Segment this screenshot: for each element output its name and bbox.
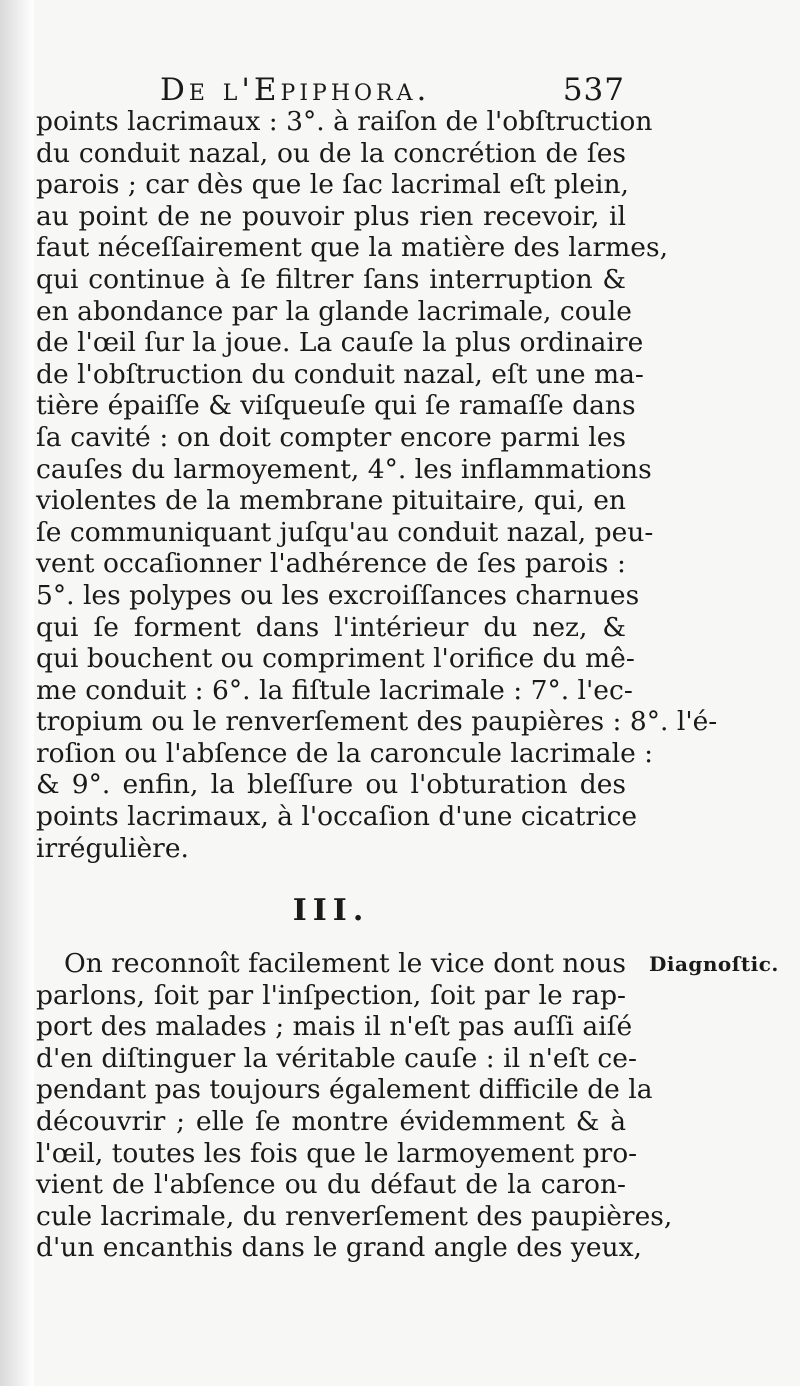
margin-note: Diagnoſtic. [649, 952, 779, 976]
text-line: vient de l'abſence ou du défaut de la caron- [36, 1169, 626, 1201]
paragraph-1 [36, 106, 718, 864]
text-line: & 9°. enfin, la bleſſure ou l'obturation des [36, 769, 626, 801]
text-line: points lacrimaux, à l'occaſion d'une cicatrice [36, 801, 638, 833]
section-heading: III. [292, 893, 370, 928]
page-edge [0, 0, 34, 1386]
text-line: On reconnoît facilement le vice dont nous [64, 948, 626, 979]
text-line: tière épaiſſe & viſqueuſe qui ſe ramaſſe dans [36, 390, 636, 422]
text-line: points lacrimaux : 3°. à raiſon de l'obſtruction [36, 106, 653, 137]
text-line: du conduit nazal, ou de la concrétion de ſes [36, 137, 626, 169]
text-line: faut néceſſairement que la matière des larmes, [36, 232, 669, 264]
text-line: en abondance par la glande lacrimale, coule [36, 295, 632, 327]
running-title: De l'Epiphora. [160, 72, 431, 108]
text-line: parois ; car dès que le ſac lacrimal eſt plein, [36, 169, 629, 201]
text-line: pendant pas toujours également difficile de la [36, 1074, 653, 1106]
paragraph-2 [36, 948, 673, 1264]
text-line: l'œil, toutes les fois que le larmoyement pro- [36, 1137, 638, 1169]
text-line: cauſes du larmoyement, 4°. les inflammations [36, 453, 652, 485]
text-line: ſe communiquant juſqu'au conduit nazal, peu- [36, 516, 654, 548]
text-line: qui continue à ſe filtrer ſans interruption & [36, 263, 626, 295]
text-line: tropium ou le renverſement des paupières : 8°. l'é- [36, 706, 718, 738]
text-line: d'un encanthis dans le grand angle des yeux, [36, 1232, 642, 1264]
text-line: de l'obſtruction du conduit nazal, eſt une ma- [36, 358, 644, 390]
text-line: qui ſe forment dans l'intérieur du nez, & [36, 611, 626, 643]
text-line: 5°. les polypes ou les excroiſſances charnues [36, 579, 640, 611]
text-line: irrégulière. [36, 832, 189, 864]
text-line: parlons, ſoit par l'inſpection, ſoit par le rap- [36, 979, 626, 1011]
text-line: d'en diſtinguer la véritable cauſe : il n'eſt ce- [36, 1042, 637, 1074]
page-number: 537 [562, 72, 625, 108]
text-line: ſa cavité : on doit compter encore parmi les [36, 421, 626, 453]
text-line: vent occaſionner l'adhérence de ſes parois : [36, 548, 626, 580]
text-line: violentes de la membrane pituitaire, qui, en [36, 485, 626, 517]
text-line: cule lacrimale, du renverſement des paupières, [36, 1200, 673, 1232]
text-line: au point de ne pouvoir plus rien recevoir, il [36, 200, 626, 232]
text-line: découvrir ; elle ſe montre évidemment & à [36, 1105, 626, 1137]
text-line: me conduit : 6°. la fiſtule lacrimale : 7°. l'ec- [36, 674, 633, 706]
text-line: de l'œil ſur la joue. La cauſe la plus ordinaire [36, 327, 644, 359]
text-line: port des malades ; mais il n'eſt pas auſſi aiſé [36, 1011, 633, 1043]
text-line: qui bouchent ou compriment l'orifice du mê- [36, 643, 635, 675]
text-line: roſion ou l'abſence de la caroncule lacrimale : [36, 737, 654, 769]
